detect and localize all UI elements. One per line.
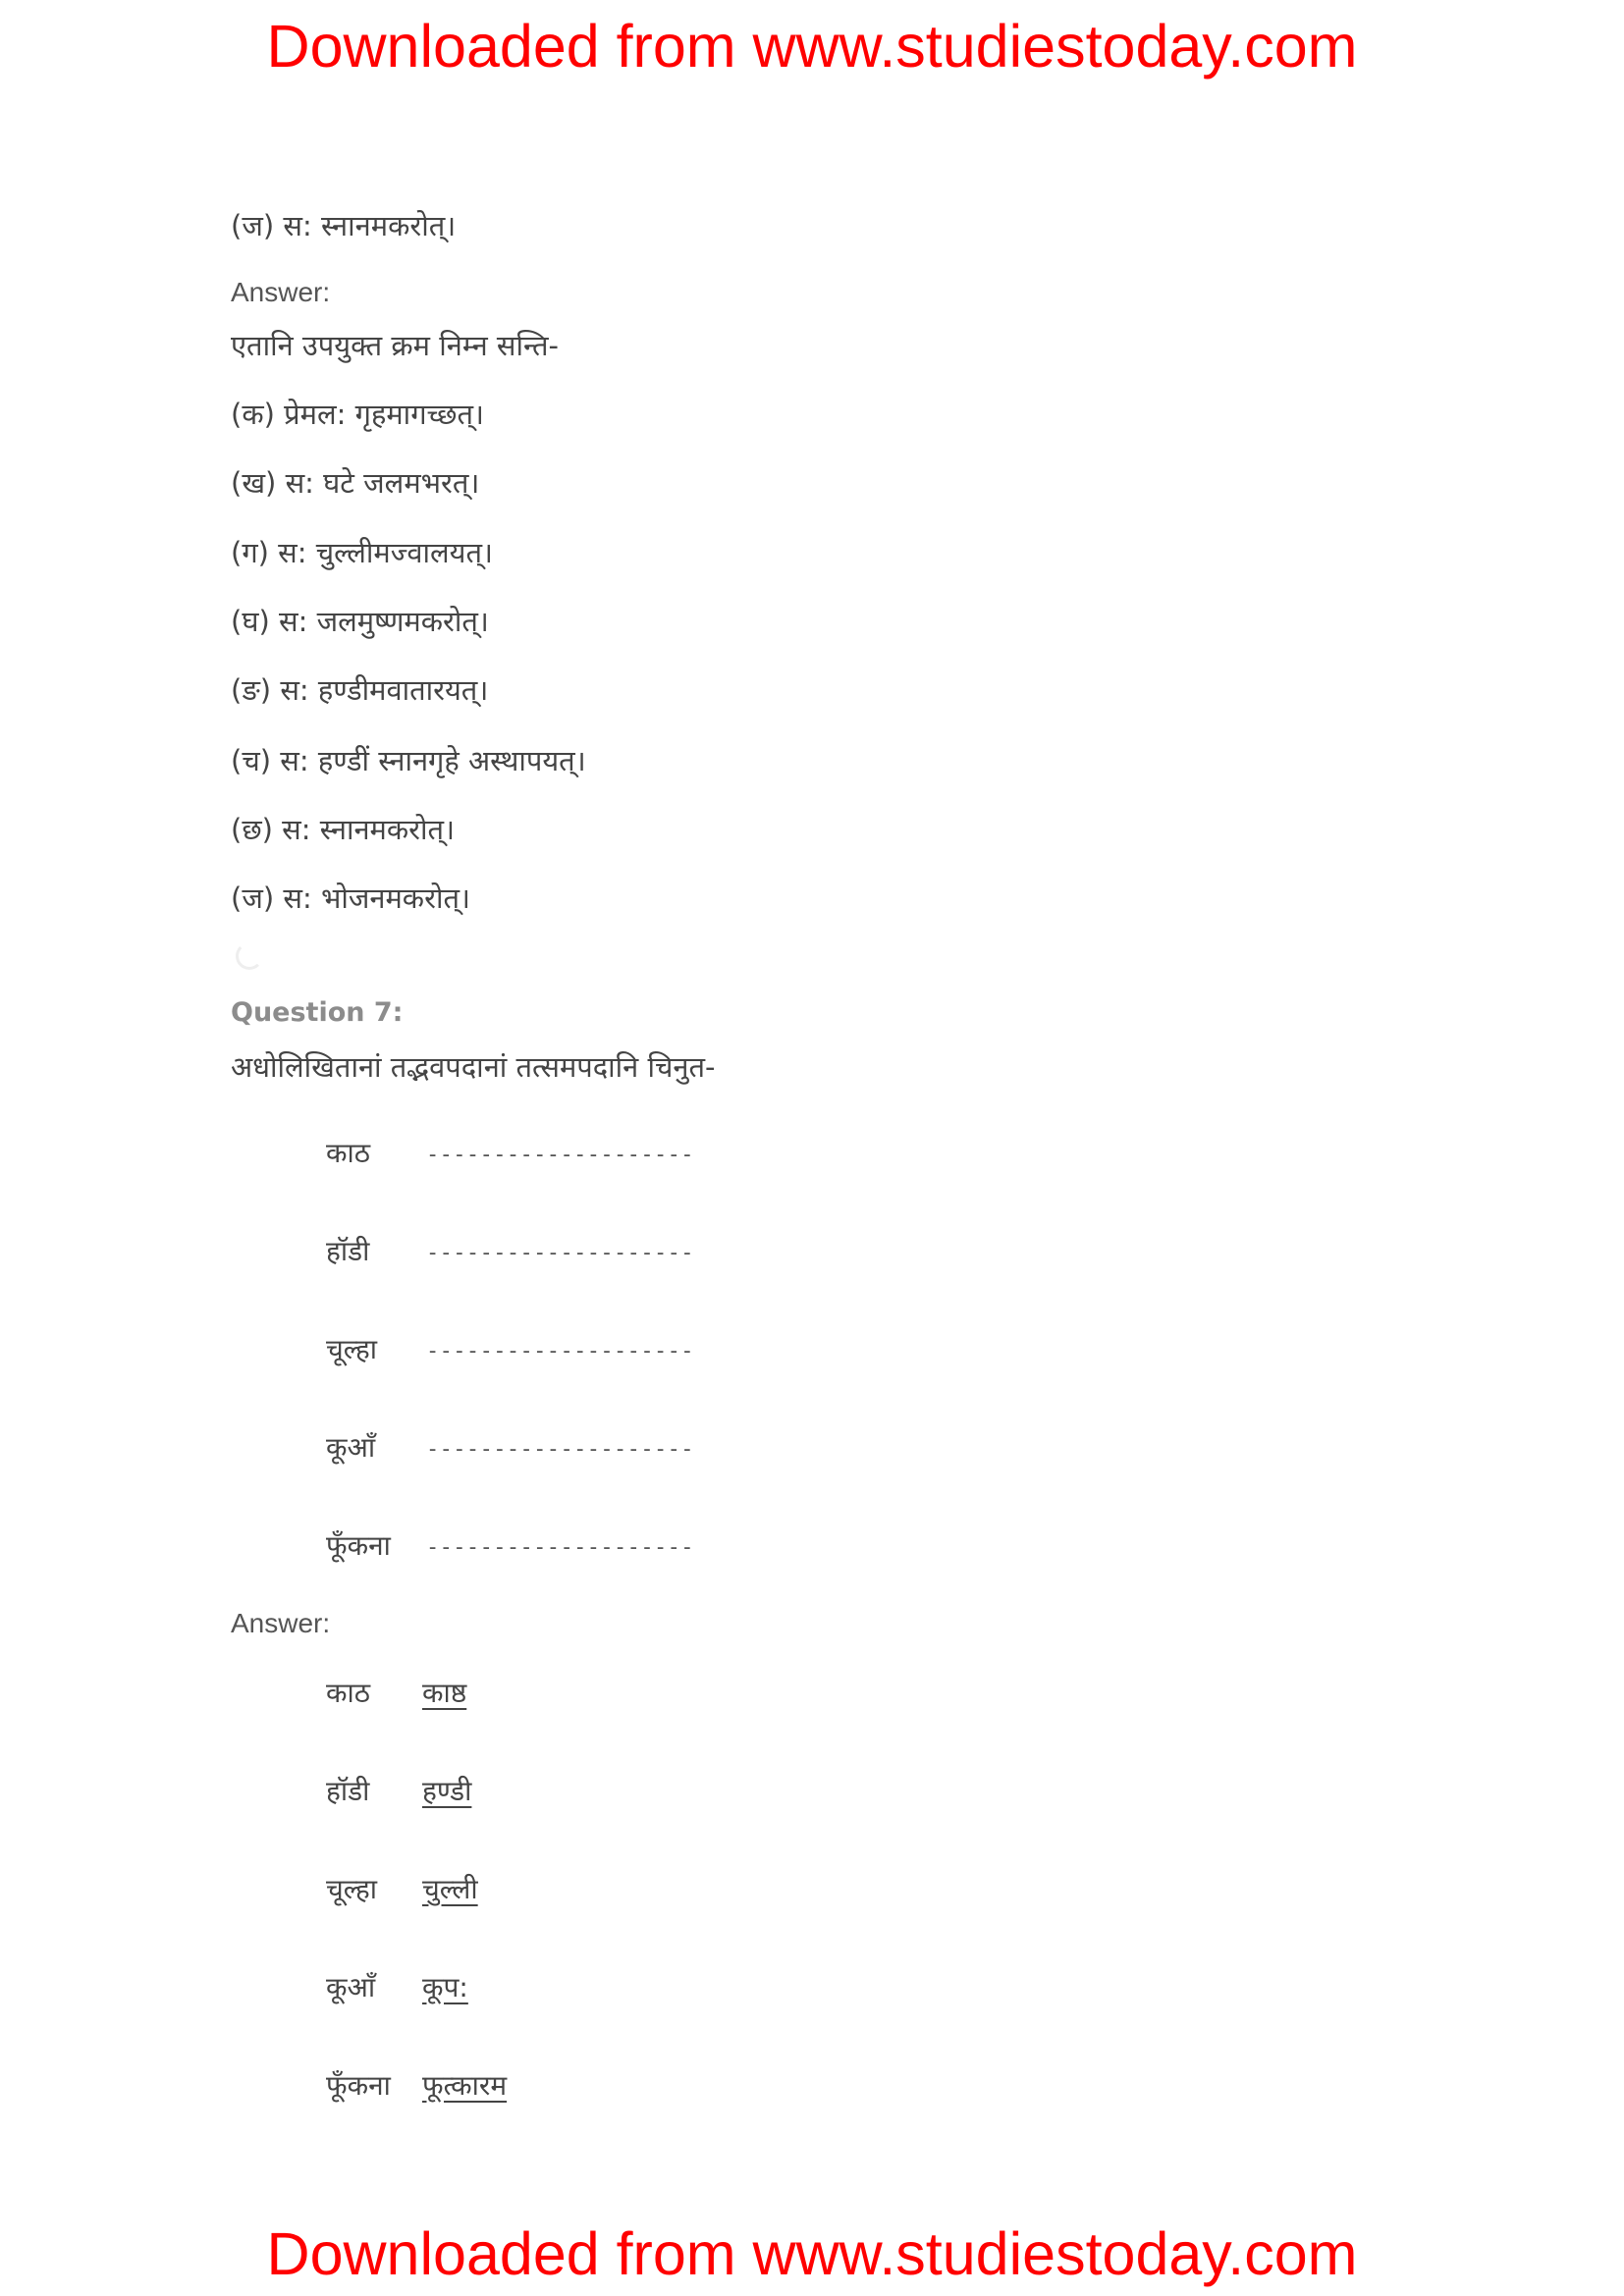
answer-label: Answer: xyxy=(231,1608,331,1638)
tatsama-answer: हण्डी xyxy=(422,1775,472,1807)
answer-item: (ङ) स: हण्डीमवातारयत्। xyxy=(231,673,489,707)
answer-word: फूँकना xyxy=(326,2069,391,2102)
answer-item: (छ) स: स्नानमकरोत्। xyxy=(231,813,456,846)
answer-item: (ग) स: चुल्लीमज्वालयत्। xyxy=(231,536,494,569)
download-banner-top: Downloaded from www.studiestoday.com xyxy=(266,13,1358,80)
answer-blank: -------------------- xyxy=(426,1241,694,1265)
loading-spinner-icon xyxy=(236,942,263,970)
tatsama-answer: फूत्कारम xyxy=(422,2069,508,2102)
tatsama-answer: चुल्ली xyxy=(422,1873,478,1905)
question-item-last: (ज) स: स्नानमकरोत्। xyxy=(231,209,457,242)
tadbhava-word: काठ xyxy=(326,1137,371,1169)
question-7-prompt: अधोलिखितानां तद्भवपदानां तत्समपदानि चिनुत- xyxy=(231,1050,716,1084)
answer-item: (च) स: हण्डीं स्नानगृहे अस्थापयत्। xyxy=(231,744,586,777)
answer-label: Answer: xyxy=(231,277,331,307)
answer-item: (घ) स: जलमुष्णमकरोत्। xyxy=(231,605,489,638)
answer-blank: -------------------- xyxy=(426,1535,694,1560)
answer-word: कूआँ xyxy=(326,1971,376,2003)
download-banner-bottom: Downloaded from www.studiestoday.com xyxy=(266,2220,1358,2287)
answer-intro: एतानि उपयुक्त क्रम निम्न सन्ति- xyxy=(231,329,559,362)
answer-item: (ज) स: भोजनमकरोत्। xyxy=(231,881,470,915)
answer-blank: -------------------- xyxy=(426,1437,694,1462)
tadbhava-word: चूल्हा xyxy=(326,1333,377,1365)
answer-word: काठ xyxy=(326,1677,371,1709)
tatsama-answer: कूप: xyxy=(422,1971,468,2003)
tadbhava-word: कूआँ xyxy=(326,1431,376,1464)
answer-blank: -------------------- xyxy=(426,1143,694,1167)
answer-word: चूल्हा xyxy=(326,1873,377,1905)
question-7-label: Question 7: xyxy=(231,997,404,1028)
answer-blank: -------------------- xyxy=(426,1339,694,1363)
tadbhava-word: फूँकना xyxy=(326,1529,391,1562)
answer-item: (क) प्रेमल: गृहमागच्छत्। xyxy=(231,398,485,431)
answer-word: हॉडी xyxy=(326,1775,370,1807)
answer-item: (ख) स: घटे जलमभरत्। xyxy=(231,466,480,500)
tatsama-answer: काष्ठ xyxy=(422,1677,467,1709)
tadbhava-word: हॉडी xyxy=(326,1235,370,1267)
